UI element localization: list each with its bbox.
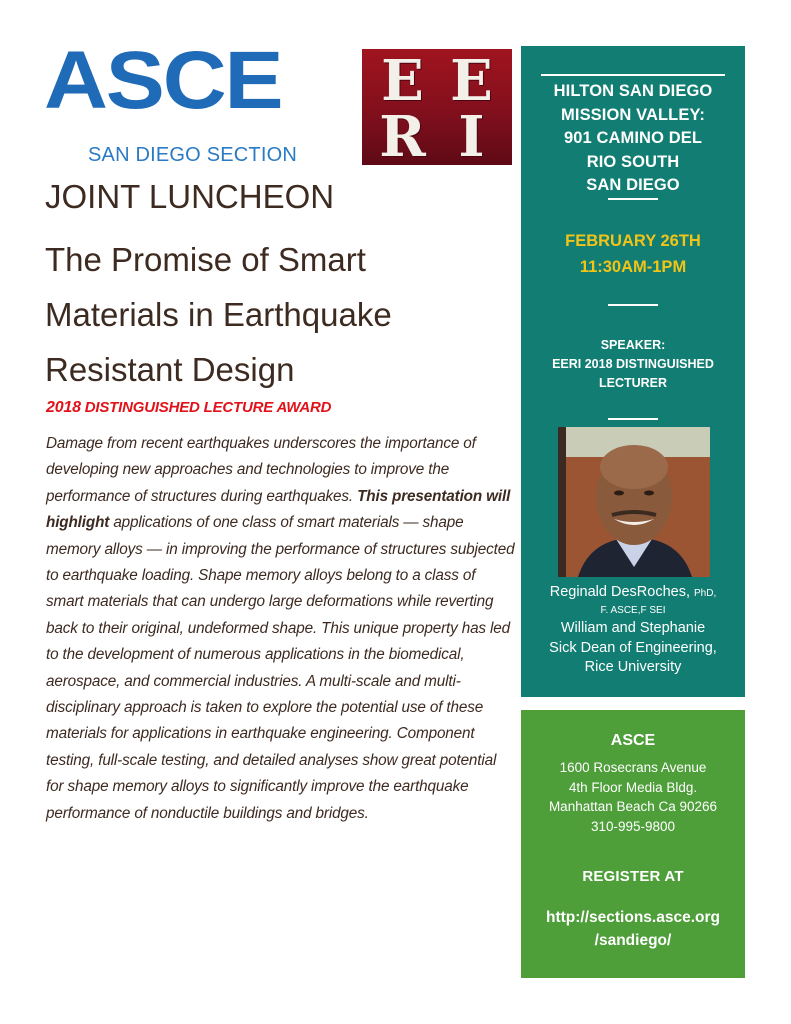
divider [608, 304, 658, 306]
venue-address [521, 80, 745, 198]
description-intro: Damage from recent earthquakes underscores the importance of developing new approaches and technologies to improve the performance of structures during earthquakes. [46, 435, 476, 505]
address-line: 4th Floor Media Bldg. [568, 779, 698, 795]
speaker-heading-line: EERI 2018 DISTINGUISHED [552, 357, 714, 371]
description-emphasis: This presentation will highlight [46, 487, 511, 532]
event-info-panel [521, 46, 745, 697]
event-title-line: Resistant Design [45, 351, 295, 388]
speaker-portrait-icon [558, 427, 710, 577]
asce-logo-wordmark: ASCE [44, 35, 282, 126]
event-time: 11:30AM-1PM [579, 258, 687, 276]
register-url-line: /sandiego/ [594, 932, 672, 949]
event-title-line: Materials in Earthquake [45, 296, 392, 333]
asce-logo [44, 35, 306, 166]
eeri-letter: E [450, 48, 493, 114]
venue-line: MISSION VALLEY: [561, 105, 705, 124]
event-datetime [521, 228, 745, 280]
contact-panel [521, 710, 745, 978]
event-date: FEBRUARY 26TH [565, 232, 701, 250]
speaker-credentials: F. ASCE,F SEI [600, 605, 666, 616]
address-line: 1600 Rosecrans Avenue [559, 760, 707, 775]
venue-line: 901 CAMINO DEL [563, 129, 702, 147]
event-title [45, 232, 505, 397]
org-address [521, 758, 745, 836]
speaker-heading [521, 336, 745, 393]
speaker-name-block [521, 583, 745, 618]
speaker-heading-line: LECTURER [598, 376, 668, 390]
description-body: applications of one class of smart materials — shape memory alloys — in improving the performance of structures subjected to earthquake loading. Shape memory alloys belong to a class of smart materials that can undergo large deformations while reverting back to their original, undeformed shape. This unique property has led to the development of numerous applications in the biomedical, aerospace, and commercial industries. A multi-scale and multi-disciplinary approach is taken to explore the potential use of these materials for applications in earthquake engineering. Component testing, full-scale testing, and detailed analyses show great potential for shape memory alloys to significantly improve the earthquake performance of nonductile buildings and bridges. [46, 514, 515, 822]
speaker-title-line: Rice University [584, 659, 682, 675]
eeri-logo [362, 48, 512, 170]
asce-logo-subtitle: SAN DIEGO SECTION [88, 144, 297, 166]
speaker-degree: PhD, [694, 588, 717, 599]
award-name: DISTINGUISHED LECTURE AWARD [84, 399, 332, 416]
event-title-line: The Promise of Smart [45, 241, 366, 278]
venue-line: HILTON SAN DIEGO [553, 82, 713, 100]
org-name: ASCE [610, 732, 656, 749]
speaker-title [521, 619, 745, 678]
register-url-line: http://sections.asce.org [546, 909, 720, 926]
venue-line: RIO SOUTH [586, 152, 680, 171]
eeri-letter: I [458, 104, 485, 170]
award-year: 2018 [46, 399, 81, 416]
speaker-title-line: Sick Dean of Engineering, [549, 639, 717, 656]
address-line: Manhattan Beach Ca 90266 [548, 799, 718, 814]
divider [608, 418, 658, 420]
venue-line: SAN DIEGO [586, 176, 680, 194]
eeri-letter: R [379, 104, 426, 170]
eeri-letter: E [381, 48, 424, 114]
asce-swoosh-icon [46, 110, 116, 130]
phone-number: 310-995-9800 [590, 818, 676, 834]
speaker-title-line: William and Stephanie [560, 620, 706, 636]
award-label [46, 399, 331, 417]
divider [608, 198, 658, 200]
speaker-photo [558, 427, 710, 577]
event-type: JOINT LUNCHEON [45, 178, 335, 215]
speaker-heading-line: SPEAKER: [600, 338, 666, 352]
speaker-name: Reginald DesRoches, [549, 584, 690, 600]
register-link[interactable] [521, 906, 745, 952]
register-label: REGISTER AT [582, 868, 684, 885]
divider [541, 74, 725, 76]
event-description [46, 431, 516, 827]
